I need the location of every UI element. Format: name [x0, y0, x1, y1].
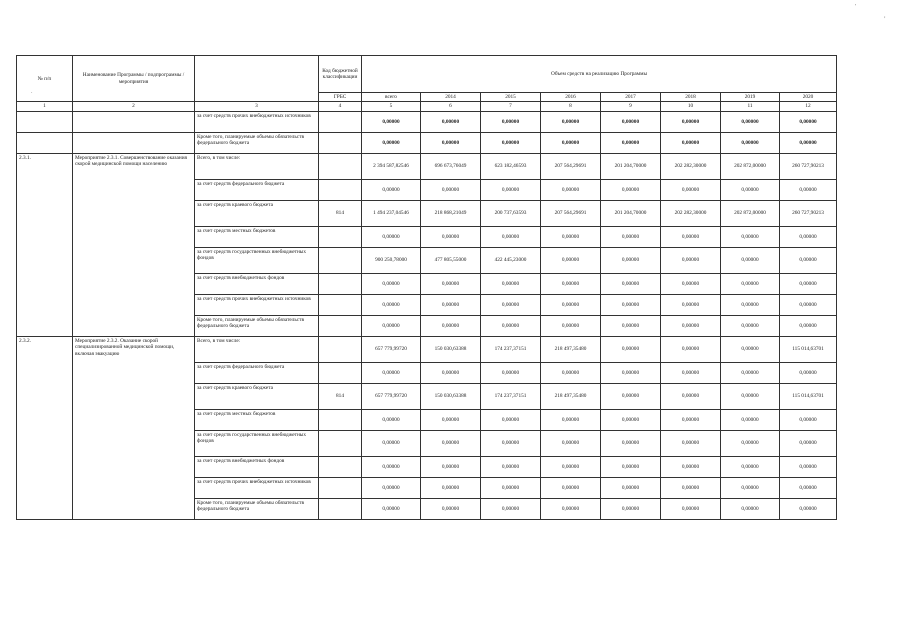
amount-cell: 0,00000 [541, 315, 601, 336]
scan-speck: . [31, 89, 33, 95]
amount-cell: 0,00000 [362, 294, 421, 315]
amount-cell: 696 673,76049 [421, 153, 481, 179]
amount-cell: 0,00000 [721, 430, 780, 456]
budget-code [319, 430, 362, 456]
amount-cell: 218 497,35480 [541, 336, 601, 362]
funding-source: за счет средств федерального бюджета [195, 362, 319, 383]
budget-code [319, 315, 362, 336]
amount-cell: 0,00000 [601, 430, 661, 456]
amount-cell: 0,00000 [481, 456, 541, 477]
amount-cell: 0,00000 [541, 430, 601, 456]
amount-cell: 260 727,90213 [780, 200, 837, 226]
budget-code: 814 [319, 200, 362, 226]
amount-cell: 150 030,63388 [421, 383, 481, 409]
amount-cell: 0,00000 [601, 315, 661, 336]
amount-cell: 200 737,63593 [481, 200, 541, 226]
header-blank [195, 56, 319, 102]
header-volume: Объем средств на реализацию Программы [362, 56, 837, 93]
amount-cell: 0,00000 [421, 456, 481, 477]
amount-cell: 0,00000 [421, 430, 481, 456]
amount-cell: 0,00000 [780, 498, 837, 519]
amount-cell: 0,00000 [780, 430, 837, 456]
header-year: всего [362, 93, 421, 102]
amount-cell: 0,00000 [541, 362, 601, 383]
amount-cell: 0,00000 [721, 273, 780, 294]
row-name [73, 111, 195, 132]
amount-cell: 0,00000 [661, 383, 721, 409]
funding-source: Всего, в том числе: [195, 336, 319, 362]
amount-cell: 201 204,70000 [601, 200, 661, 226]
amount-cell: 0,00000 [541, 498, 601, 519]
measure-name: Мероприятие 2.3.1. Совершенствование оказания скорой медицинской помощи населению [73, 153, 195, 336]
amount-cell: 0,00000 [541, 456, 601, 477]
amount-cell: 0,00000 [721, 294, 780, 315]
row-number [17, 132, 73, 153]
amount-cell: 0,00000 [661, 111, 721, 132]
budget-code [319, 132, 362, 153]
amount-cell: 201 204,70000 [601, 153, 661, 179]
amount-cell: 202 872,00000 [721, 153, 780, 179]
budget-code [319, 456, 362, 477]
amount-cell: 218 868,21049 [421, 200, 481, 226]
amount-cell: 657 779,99720 [362, 336, 421, 362]
funding-source: за счет средств государственных внебюджетных фондов [195, 430, 319, 456]
amount-cell: 0,00000 [661, 294, 721, 315]
amount-cell: 0,00000 [481, 273, 541, 294]
amount-cell: 0,00000 [601, 132, 661, 153]
amount-cell: 0,00000 [721, 179, 780, 200]
column-index: 8 [541, 102, 601, 111]
table-row [17, 111, 837, 132]
header-year: 2017 [601, 93, 661, 102]
header-year: 2016 [541, 93, 601, 102]
amount-cell: 0,00000 [481, 294, 541, 315]
amount-cell: 422 445,23000 [481, 247, 541, 273]
amount-cell: 174 237,37151 [481, 383, 541, 409]
amount-cell: 0,00000 [481, 226, 541, 247]
amount-cell: 0,00000 [481, 362, 541, 383]
amount-cell: 0,00000 [661, 362, 721, 383]
amount-cell: 202 282,30000 [661, 153, 721, 179]
header-year: 2014 [421, 93, 481, 102]
funding-source: за счет средств прочих внебюджетных источников [195, 477, 319, 498]
amount-cell: 0,00000 [362, 430, 421, 456]
budget-code [319, 409, 362, 430]
budget-code [319, 226, 362, 247]
amount-cell: 115 014,63701 [780, 383, 837, 409]
budget-table [16, 55, 837, 520]
amount-cell: 0,00000 [661, 247, 721, 273]
amount-cell: 150 030,63388 [421, 336, 481, 362]
header-year: 2019 [721, 93, 780, 102]
amount-cell: 0,00000 [721, 456, 780, 477]
amount-cell: 0,00000 [421, 179, 481, 200]
amount-cell: 0,00000 [780, 362, 837, 383]
amount-cell: 0,00000 [601, 362, 661, 383]
amount-cell: 0,00000 [721, 111, 780, 132]
header-number: № п/п [17, 56, 73, 102]
amount-cell: 0,00000 [362, 362, 421, 383]
amount-cell: 0,00000 [721, 383, 780, 409]
amount-cell: 0,00000 [721, 247, 780, 273]
amount-cell: 0,00000 [780, 273, 837, 294]
measure-number: 2.3.1. [17, 153, 73, 336]
amount-cell: 0,00000 [481, 111, 541, 132]
amount-cell: 0,00000 [661, 477, 721, 498]
amount-cell: 0,00000 [601, 456, 661, 477]
column-index: 7 [481, 102, 541, 111]
amount-cell: 0,00000 [362, 498, 421, 519]
amount-cell: 0,00000 [780, 456, 837, 477]
measure-name: Мероприятие 2.3.2. Оказание скорой специализированной медицинской помощи, включая эвакуацию [73, 336, 195, 519]
amount-cell: 0,00000 [481, 179, 541, 200]
amount-cell: 0,00000 [421, 362, 481, 383]
budget-code [319, 273, 362, 294]
funding-source: за счет средств прочих внебюджетных источников [195, 111, 319, 132]
amount-cell: 0,00000 [421, 315, 481, 336]
budget-code: 814 [319, 383, 362, 409]
funding-source: за счет средств местных бюджетов [195, 226, 319, 247]
amount-cell: 0,00000 [362, 273, 421, 294]
table-row [17, 132, 837, 153]
amount-cell: 0,00000 [541, 247, 601, 273]
amount-cell: 0,00000 [481, 477, 541, 498]
funding-source: Кроме того, планируемые объемы обязательств федерального бюджета [195, 498, 319, 519]
column-index: 6 [421, 102, 481, 111]
header-grbs: ГРБС [319, 93, 362, 102]
amount-cell: 0,00000 [601, 383, 661, 409]
row-number [17, 111, 73, 132]
column-index: 12 [780, 102, 837, 111]
amount-cell: 0,00000 [421, 226, 481, 247]
amount-cell: 207 564,29691 [541, 153, 601, 179]
amount-cell: 0,00000 [721, 315, 780, 336]
amount-cell: 0,00000 [780, 179, 837, 200]
amount-cell: 0,00000 [541, 409, 601, 430]
amount-cell: 260 727,90213 [780, 153, 837, 179]
budget-code [319, 362, 362, 383]
column-index: 2 [73, 102, 195, 111]
amount-cell: 202 872,00000 [721, 200, 780, 226]
column-index: 11 [721, 102, 780, 111]
amount-cell: 0,00000 [780, 409, 837, 430]
table-body [17, 111, 837, 519]
column-index: 5 [362, 102, 421, 111]
amount-cell: 0,00000 [721, 336, 780, 362]
amount-cell: 1 494 237,04546 [362, 200, 421, 226]
amount-cell: 0,00000 [362, 226, 421, 247]
amount-cell: 0,00000 [541, 294, 601, 315]
amount-cell: 0,00000 [362, 477, 421, 498]
column-index: 1 [17, 102, 73, 111]
amount-cell: 0,00000 [661, 315, 721, 336]
amount-cell: 0,00000 [601, 111, 661, 132]
amount-cell: 0,00000 [780, 315, 837, 336]
amount-cell: 0,00000 [421, 409, 481, 430]
amount-cell: 0,00000 [661, 336, 721, 362]
amount-cell: 0,00000 [481, 409, 541, 430]
scan-speck: , [884, 13, 886, 19]
funding-source: за счет средств прочих внебюджетных источников [195, 294, 319, 315]
table-row [17, 336, 837, 362]
amount-cell: 0,00000 [661, 226, 721, 247]
amount-cell: 0,00000 [780, 111, 837, 132]
amount-cell: 0,00000 [541, 477, 601, 498]
amount-cell: 0,00000 [780, 132, 837, 153]
budget-code [319, 153, 362, 179]
amount-cell: 0,00000 [661, 179, 721, 200]
amount-cell: 0,00000 [601, 498, 661, 519]
amount-cell: 0,00000 [362, 315, 421, 336]
amount-cell: 0,00000 [661, 430, 721, 456]
amount-cell: 0,00000 [541, 111, 601, 132]
amount-cell: 0,00000 [362, 132, 421, 153]
amount-cell: 0,00000 [601, 226, 661, 247]
amount-cell: 0,00000 [601, 179, 661, 200]
amount-cell: 0,00000 [362, 179, 421, 200]
header-year: 2020 [780, 93, 837, 102]
amount-cell: 0,00000 [601, 294, 661, 315]
funding-source: за счет средств федерального бюджета [195, 179, 319, 200]
budget-code [319, 477, 362, 498]
measure-number: 2.3.2. [17, 336, 73, 519]
funding-source: Всего, в том числе: [195, 153, 319, 179]
amount-cell: 0,00000 [780, 226, 837, 247]
budget-code [319, 111, 362, 132]
funding-source: за счет средств внебюджетных фондов [195, 456, 319, 477]
amount-cell: 0,00000 [661, 498, 721, 519]
amount-cell: 0,00000 [362, 111, 421, 132]
column-index: 10 [661, 102, 721, 111]
amount-cell: 0,00000 [721, 477, 780, 498]
amount-cell: 0,00000 [421, 132, 481, 153]
amount-cell: 0,00000 [721, 498, 780, 519]
amount-cell: 0,00000 [362, 456, 421, 477]
funding-source: за счет средств внебюджетных фондов [195, 273, 319, 294]
amount-cell: 202 282,30000 [661, 200, 721, 226]
amount-cell: 218 497,35480 [541, 383, 601, 409]
scan-speck: ' [855, 4, 857, 10]
amount-cell: 0,00000 [601, 409, 661, 430]
amount-cell: 657 779,99720 [362, 383, 421, 409]
amount-cell: 623 182,46593 [481, 153, 541, 179]
amount-cell: 0,00000 [481, 315, 541, 336]
amount-cell: 0,00000 [661, 273, 721, 294]
header-year: 2015 [481, 93, 541, 102]
funding-source: Кроме того, планируемые объемы обязательств федерального бюджета [195, 315, 319, 336]
budget-code [319, 179, 362, 200]
amount-cell: 0,00000 [780, 247, 837, 273]
budget-code [319, 336, 362, 362]
amount-cell: 0,00000 [601, 273, 661, 294]
header-code: Код бюджетной классификации [319, 56, 362, 93]
amount-cell: 0,00000 [601, 336, 661, 362]
header-year: 2018 [661, 93, 721, 102]
amount-cell: 174 237,37151 [481, 336, 541, 362]
funding-source: за счет средств государственных внебюджетных фондов [195, 247, 319, 273]
row-name [73, 132, 195, 153]
amount-cell: 0,00000 [661, 409, 721, 430]
amount-cell: 0,00000 [601, 247, 661, 273]
amount-cell: 0,00000 [541, 226, 601, 247]
amount-cell: 0,00000 [541, 132, 601, 153]
funding-source: за счет средств краевого бюджета [195, 200, 319, 226]
amount-cell: 0,00000 [421, 294, 481, 315]
amount-cell: 0,00000 [601, 477, 661, 498]
amount-cell: 0,00000 [541, 179, 601, 200]
column-index: 9 [601, 102, 661, 111]
funding-source: за счет средств местных бюджетов [195, 409, 319, 430]
amount-cell: 0,00000 [421, 111, 481, 132]
amount-cell: 0,00000 [780, 294, 837, 315]
funding-source: Кроме того, планируемые объемы обязательств федерального бюджета [195, 132, 319, 153]
amount-cell: 115 014,63701 [780, 336, 837, 362]
column-index: 4 [319, 102, 362, 111]
funding-source: за счет средств краевого бюджета [195, 383, 319, 409]
amount-cell: 0,00000 [661, 132, 721, 153]
amount-cell: 0,00000 [721, 362, 780, 383]
budget-code [319, 247, 362, 273]
budget-code [319, 498, 362, 519]
amount-cell: 0,00000 [721, 409, 780, 430]
amount-cell: 0,00000 [421, 273, 481, 294]
amount-cell: 207 564,29691 [541, 200, 601, 226]
amount-cell: 0,00000 [780, 477, 837, 498]
amount-cell: 0,00000 [481, 498, 541, 519]
amount-cell: 0,00000 [721, 226, 780, 247]
amount-cell: 0,00000 [362, 409, 421, 430]
amount-cell: 0,00000 [481, 132, 541, 153]
table-header-row [17, 56, 837, 93]
amount-cell: 0,00000 [421, 498, 481, 519]
amount-cell: 0,00000 [541, 273, 601, 294]
amount-cell: 900 250,78000 [362, 247, 421, 273]
amount-cell: 0,00000 [481, 430, 541, 456]
table-row [17, 153, 837, 179]
amount-cell: 0,00000 [421, 477, 481, 498]
amount-cell: 477 805,55000 [421, 247, 481, 273]
header-name: Наименование Программы / подпрограммы / мероприятия [73, 56, 195, 102]
column-index-row [17, 102, 837, 111]
amount-cell: 2 394 587,82546 [362, 153, 421, 179]
amount-cell: 0,00000 [661, 456, 721, 477]
amount-cell: 0,00000 [721, 132, 780, 153]
column-index: 3 [195, 102, 319, 111]
budget-code [319, 294, 362, 315]
